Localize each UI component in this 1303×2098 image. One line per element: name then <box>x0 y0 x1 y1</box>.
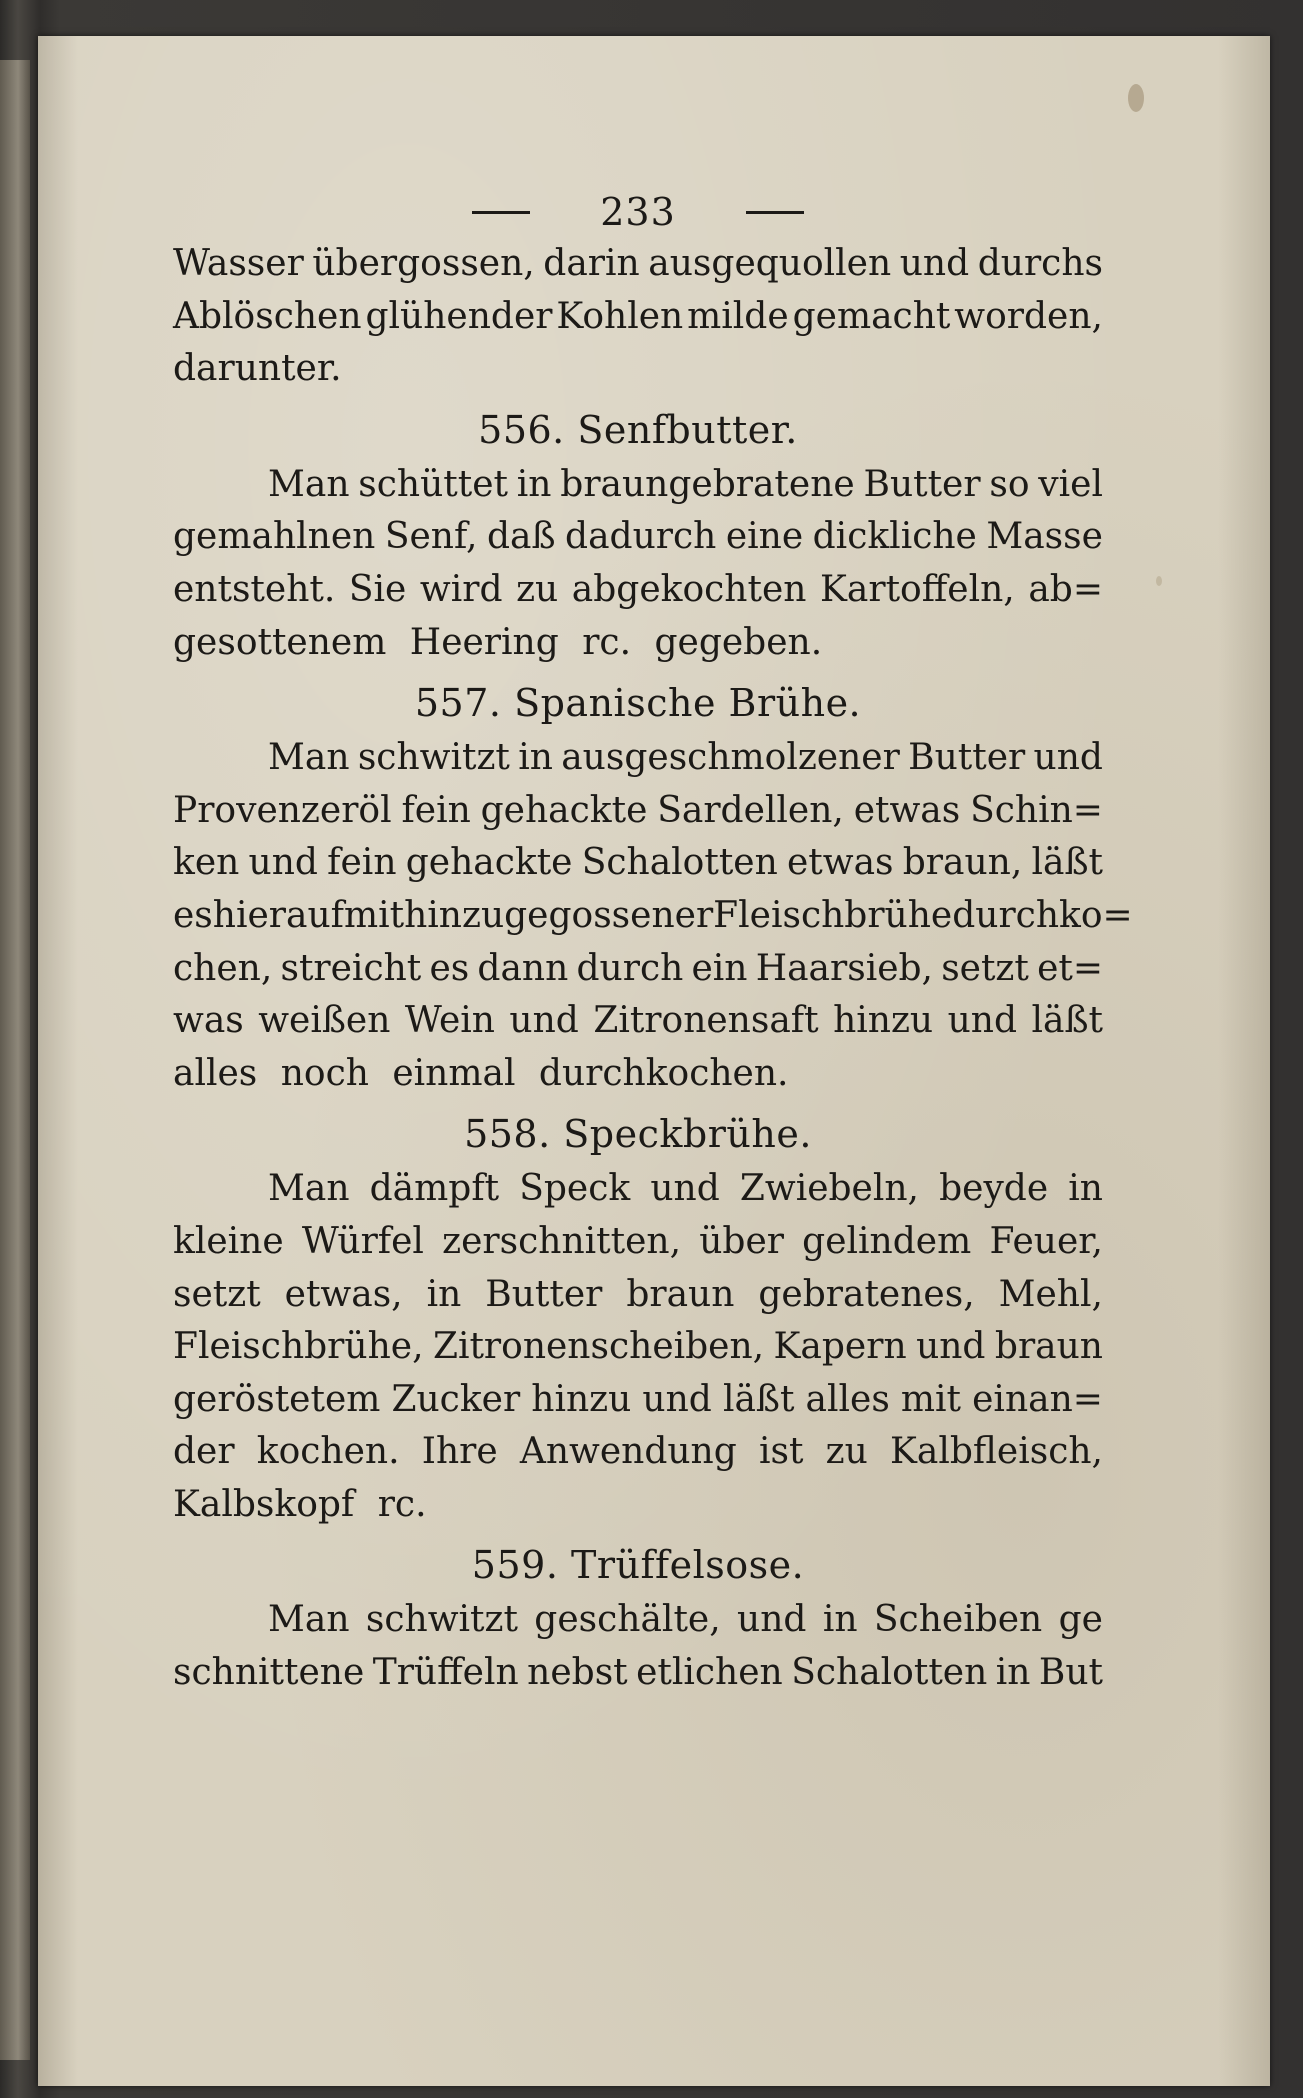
recipe-number: 558. <box>464 1112 551 1157</box>
text-line: Wasser übergossen, darin ausgequollen und durchs <box>173 243 1103 284</box>
recipe-heading <box>173 1537 1103 1594</box>
page-header <box>173 186 1103 238</box>
text-line: was weißen Wein und Zitronensaft hinzu und läßt <box>173 1000 1103 1042</box>
recipe-557 <box>173 675 1133 1100</box>
text-line: Fleischbrühe, Zitronenscheiben, Kapern und braun <box>173 1326 1103 1368</box>
previous-page-edge <box>0 60 30 2060</box>
recipe-number: 556. <box>478 407 565 452</box>
text-line: setzt etwas, in Butter braun gebratenes, Mehl, <box>173 1273 1103 1315</box>
text-line: Man schwitzt in ausgeschmolzener Butter und <box>268 737 1103 779</box>
text-line: Man schüttet in braungebratene Butter so viel <box>268 463 1103 505</box>
text-line: Ablöschen glühender Kohlen milde gemacht worden, <box>173 295 1103 337</box>
text-line: gesottenem Heering rc. gegeben. <box>173 621 823 663</box>
header-dash-left <box>472 211 530 214</box>
page-text <box>173 186 1133 1700</box>
ink-stain <box>1156 576 1162 586</box>
recipe-title: Trüffelsose. <box>571 1543 805 1588</box>
intro-paragraph <box>173 238 1103 396</box>
text-line: alles noch einmal durchkochen. <box>173 1052 789 1094</box>
text-line: gemahlnen Senf, daß dadurch eine dickliche Masse <box>173 516 1103 558</box>
book-page <box>38 36 1270 2086</box>
recipe-number: 557. <box>414 681 502 726</box>
text-line: darunter. <box>173 348 342 390</box>
text-line: Provenzeröl fein gehackte Sardellen, etwas Schin= <box>173 789 1103 831</box>
text-line: Man dämpft Speck und Zwiebeln, beyde in <box>268 1168 1103 1210</box>
text-line: der kochen. Ihre Anwendung ist zu Kalbfleisch, <box>173 1431 1103 1473</box>
text-line: es hierauf mit hinzu gegossener Fleischbrühe durchko= <box>173 894 1133 936</box>
text-line: kleine Würfel zerschnitten, über gelindem Feuer, <box>173 1220 1103 1262</box>
page-number: 233 <box>600 190 676 234</box>
header-dash-right <box>746 211 804 214</box>
ink-stain <box>1128 84 1144 112</box>
text-line: Man schwitzt geschälte, und in Scheiben ge <box>268 1599 1103 1641</box>
recipe-559 <box>173 1537 1103 1699</box>
recipe-heading <box>173 402 1103 459</box>
text-line: ken und fein gehackte Schalotten etwas braun, läßt <box>173 842 1103 884</box>
text-line: chen, streicht es dann durch ein Haarsieb, setzt et= <box>173 947 1103 989</box>
recipe-556 <box>173 402 1103 669</box>
text-line: schnittene Trüffeln nebst etlichen Schalotten in But <box>173 1652 1103 1694</box>
recipe-heading <box>173 675 1103 732</box>
text-line: entsteht. Sie wird zu abgekochten Kartoffeln, ab= <box>173 568 1103 610</box>
recipe-558 <box>173 1106 1103 1531</box>
recipe-title: Senfbutter. <box>577 407 798 452</box>
recipe-title: Spanische Brühe. <box>514 681 862 726</box>
recipe-number: 559. <box>471 1543 559 1588</box>
recipe-heading <box>173 1106 1103 1163</box>
recipe-title: Speckbrühe. <box>563 1112 812 1157</box>
text-line: Kalbskopf rc. <box>173 1483 427 1525</box>
text-line: geröstetem Zucker hinzu und läßt alles mit einan= <box>173 1378 1103 1420</box>
